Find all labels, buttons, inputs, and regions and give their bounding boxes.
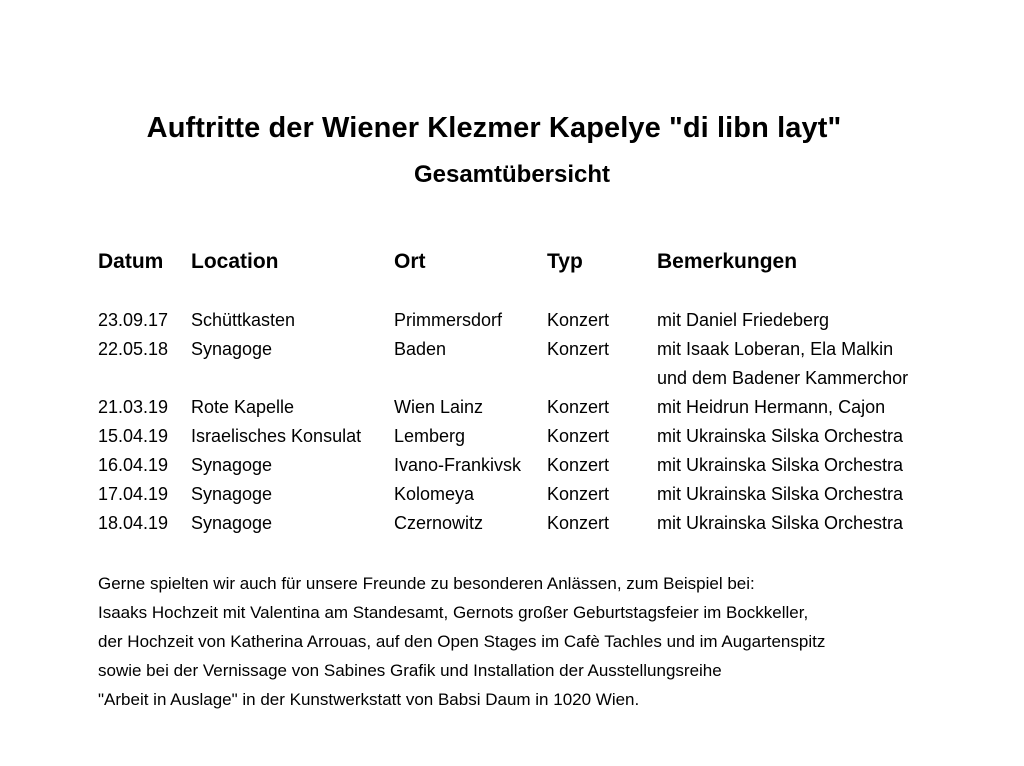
cell-location: Israelisches Konsulat — [191, 426, 362, 446]
paragraph-line: Isaaks Hochzeit mit Valentina am Standesamt, Gernots großer Geburtstagsfeier im Bockkeller, — [98, 603, 809, 622]
cell-date: 16.04.19 — [98, 455, 169, 475]
table-row — [0, 484, 1024, 513]
table-row — [0, 513, 1024, 542]
cell-bemerkungen: mit Isaak Loberan, Ela Malkin — [657, 339, 894, 359]
cell-typ: Konzert — [547, 397, 610, 417]
cell-ort: Baden — [394, 339, 447, 359]
cell-typ: Konzert — [547, 426, 610, 446]
header-typ: Typ — [547, 250, 583, 273]
cell-date: 23.09.17 — [98, 310, 169, 330]
cell-date: 21.03.19 — [98, 397, 169, 417]
cell-ort: Czernowitz — [394, 513, 484, 533]
cell-ort: Ivano-Frankivsk — [394, 455, 522, 475]
page-subtitle: Gesamtübersicht — [413, 161, 611, 188]
header-ort: Ort — [394, 250, 426, 273]
cell-bemerkungen: mit Ukrainska Silska Orchestra — [657, 513, 904, 533]
cell-date: 18.04.19 — [98, 513, 169, 533]
cell-location: Synagoge — [191, 455, 273, 475]
table-row — [0, 310, 1024, 339]
table-row — [0, 455, 1024, 484]
cell-bemerkungen-continued: und dem Badener Kammerchor — [657, 368, 909, 388]
cell-ort: Lemberg — [394, 426, 466, 446]
table-row — [0, 339, 1024, 397]
cell-typ: Konzert — [547, 484, 610, 504]
cell-ort: Primmersdorf — [394, 310, 503, 330]
cell-bemerkungen: mit Ukrainska Silska Orchestra — [657, 484, 904, 504]
cell-typ: Konzert — [547, 455, 610, 475]
cell-location: Schüttkasten — [191, 310, 296, 330]
cell-date: 15.04.19 — [98, 426, 169, 446]
cell-location: Synagoge — [191, 484, 273, 504]
header-date: Datum — [98, 250, 164, 273]
events-paragraph — [98, 569, 978, 714]
cell-ort: Kolomeya — [394, 484, 475, 504]
cell-ort: Wien Lainz — [394, 397, 484, 417]
cell-date: 17.04.19 — [98, 484, 169, 504]
cell-location: Synagoge — [191, 513, 273, 533]
paragraph-line: "Arbeit in Auslage" in der Kunstwerkstatt von Babsi Daum in 1020 Wien. — [98, 690, 640, 709]
cell-bemerkungen: mit Ukrainska Silska Orchestra — [657, 455, 904, 475]
cell-location: Rote Kapelle — [191, 397, 295, 417]
cell-typ: Konzert — [547, 513, 610, 533]
cell-bemerkungen: mit Ukrainska Silska Orchestra — [657, 426, 904, 446]
header-bemerkungen: Bemerkungen — [657, 250, 798, 273]
cell-location: Synagoge — [191, 339, 273, 359]
page-title: Auftritte der Wiener Klezmer Kapelye "di libn layt" — [146, 112, 842, 144]
cell-typ: Konzert — [547, 310, 610, 330]
table-row — [0, 397, 1024, 426]
table-row — [0, 426, 1024, 455]
header-location: Location — [191, 250, 279, 273]
table-body — [0, 310, 1024, 542]
paragraph-line: der Hochzeit von Katherina Arrouas, auf den Open Stages im Cafè Tachles und im Augartenspitz — [98, 632, 826, 651]
paragraph-line: sowie bei der Vernissage von Sabines Grafik und Installation der Ausstellungsreihe — [98, 661, 722, 680]
cell-typ: Konzert — [547, 339, 610, 359]
cell-date: 22.05.18 — [98, 339, 169, 359]
paragraph-line: Gerne spielten wir auch für unsere Freunde zu besonderen Anlässen, zum Beispiel bei: — [98, 574, 755, 593]
cell-bemerkungen: mit Daniel Friedeberg — [657, 310, 830, 330]
cell-bemerkungen: mit Heidrun Hermann, Cajon — [657, 397, 886, 417]
table-header — [0, 250, 1024, 278]
